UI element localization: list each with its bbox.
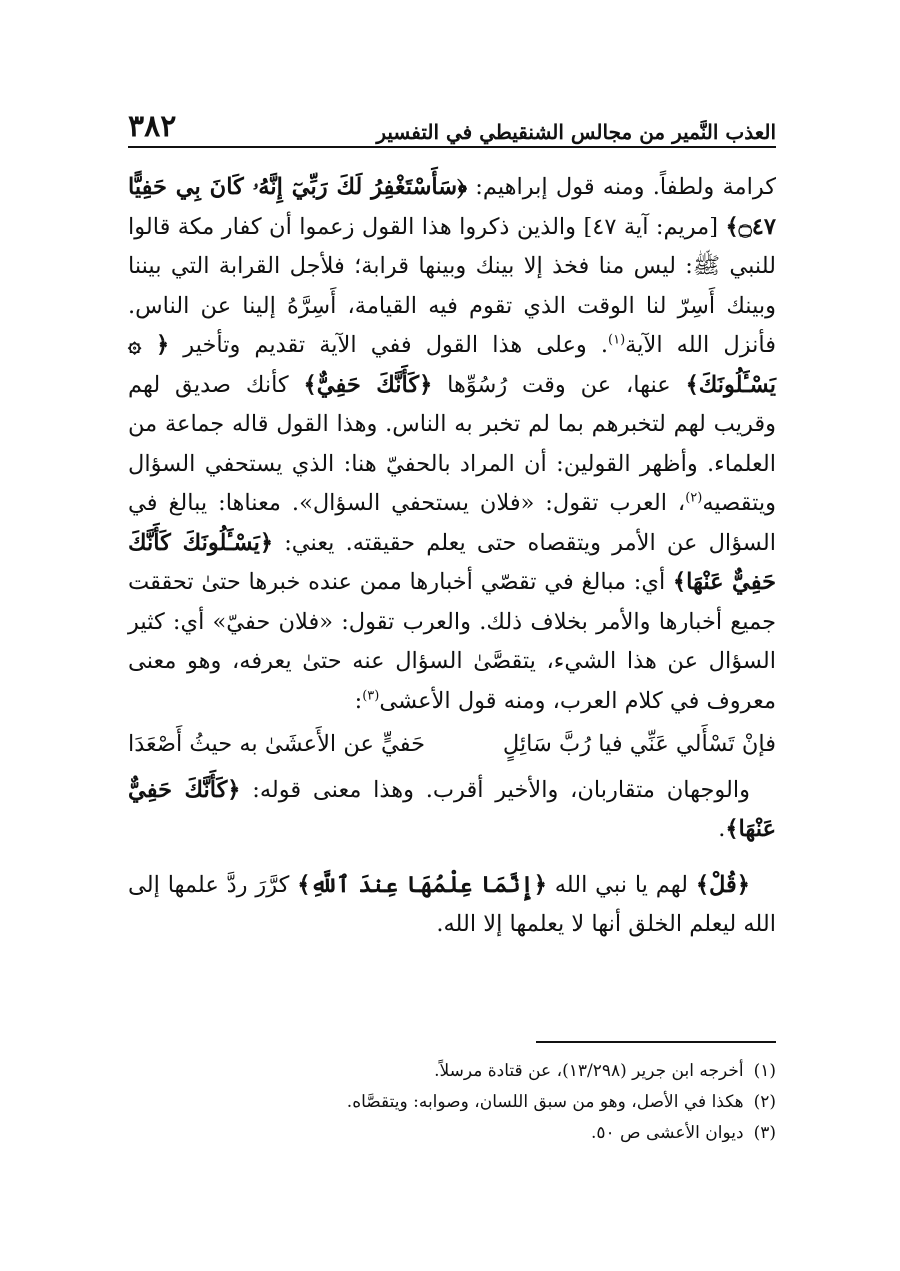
- running-title: العذب النَّمير من مجالس الشنقيطي في التفسير: [376, 120, 776, 144]
- paragraph-1: [128, 168, 776, 721]
- text-segment: :: [354, 687, 363, 714]
- footnote-1: [128, 1056, 776, 1087]
- footnote-text: أخرجه ابن جرير (١٣/٢٩٨)، عن قتادة مرسلاً.: [434, 1061, 744, 1081]
- paragraph-3: [128, 866, 776, 945]
- text-segment: عنها، عن وقت رُسُوِّها: [432, 371, 686, 398]
- text-segment: . وعلى هذا القول ففي الآية تقديم وتأخير: [169, 332, 609, 358]
- quran-quote: ﴿ ۞ يَسْـَٔلُونَكَ﴾: [128, 332, 776, 398]
- quran-quote: ﴿كَأَنَّكَ حَفِيٌّ عَنْهَا﴾: [128, 776, 776, 842]
- text-segment: كرامة ولطفاً. ومنه قول إبراهيم:: [467, 174, 776, 200]
- footnote-ref: (١): [608, 332, 626, 348]
- page-header: [128, 104, 776, 148]
- text-segment: .: [718, 816, 726, 842]
- footnote-ref: (٣): [362, 688, 380, 703]
- footnote-ref: (٢): [685, 490, 703, 506]
- quran-quote: ﴿يَسْـَٔلُونَكَ كَأَنَّكَ حَفِيٌّ عَنْهَا﴾: [128, 529, 776, 595]
- text-segment: أي: مبالغ في تقصّي أخبارها ممن عنده خبرها حتىٰ تحققت جميع أخبارها والأمر بخلاف ذلك. والعرب تقول: «فلان حفيّ» أي: كثير السؤال عن هذا الشيء، يتقصَّىٰ السؤال عنه حتىٰ يعرفه، وهو معنى معروف في كلام العرب، ومنه قول الأعشى: [128, 569, 776, 714]
- quran-quote: ﴿إِنَّمَا عِلْمُهَا عِندَ ٱللَّهِ﴾: [297, 871, 547, 898]
- footnote-number: (٣): [753, 1123, 776, 1143]
- paragraph-2: [128, 771, 776, 850]
- footnote-text: هكذا في الأصل، وهو من سبق اللسان، وصوابه: ويتقصَّاه.: [346, 1092, 744, 1112]
- text-segment: لهم يا نبي الله: [546, 871, 696, 898]
- verse-first-hemistich: فإنْ تَسْأَلي عَنِّي فيا رُبَّ سَائِلٍ: [502, 731, 776, 757]
- footnote-separator: [536, 1041, 776, 1043]
- text-segment: والوجهان متقاربان، والأخير أقرب. وهذا معنى قوله:: [240, 776, 750, 803]
- text-segment: [مريم: آية ٤٧] والذين ذكروا هذا القول زعموا أن كفار مكة قالوا للنبي ﷺ: ليس منا فخذ إلا بينك وبينها قرابة؛ فلأجل القرابة التي بيننا وبينك أَسِرّ لنا الوقت الذي تقوم فيه القيامة، أَسِرَّهُ إلينا عن الناس. فأنزل الله الآية: [128, 213, 777, 358]
- quran-quote: ﴿سَأَسْتَغْفِرُ لَكَ رَبِّيٓ إِنَّهُۥ كَانَ بِي حَفِيًّا ۝٤٧﴾: [128, 174, 776, 240]
- poetry-verse: [128, 725, 776, 765]
- footnote-2: [128, 1087, 776, 1118]
- text-segment: ، العرب تقول: «فلان يستحفي السؤال». معناها: يبالغ في السؤال عن الأمر ويتقصاه حتى يعلم حقيقته. يعني:: [128, 490, 776, 556]
- footnotes: [128, 1056, 776, 1149]
- quran-quote: ﴿قُلْ﴾: [695, 871, 750, 898]
- footnote-text: ديوان الأعشى ص ٥٠.: [590, 1123, 744, 1143]
- page-number: ٣٨٢: [128, 109, 177, 144]
- text-segment: كأنك صديق لهم وقريب لهم لتخبرهم بما لم تخبر به الناس. وهذا القول قاله جماعة من العلماء. وأظهر القولين: أن المراد بالحفيّ هنا: الذي يستحفي السؤال ويتقصيه: [128, 371, 776, 516]
- text-segment: كرَّرَ ردَّ علمها إلى الله ليعلم الخلق أنها لا يعلمها إلا الله.: [128, 871, 776, 937]
- quran-quote: ﴿كَأَنَّكَ حَفِيٌّ﴾: [303, 371, 433, 398]
- footnote-3: [128, 1118, 776, 1149]
- footnote-number: (١): [753, 1061, 776, 1081]
- footnote-number: (٢): [753, 1092, 776, 1112]
- main-text: [128, 168, 776, 945]
- verse-second-hemistich: حَفيٍّ عن الأَعشَىٰ به حيثُ أَصْعَدَا: [128, 731, 426, 757]
